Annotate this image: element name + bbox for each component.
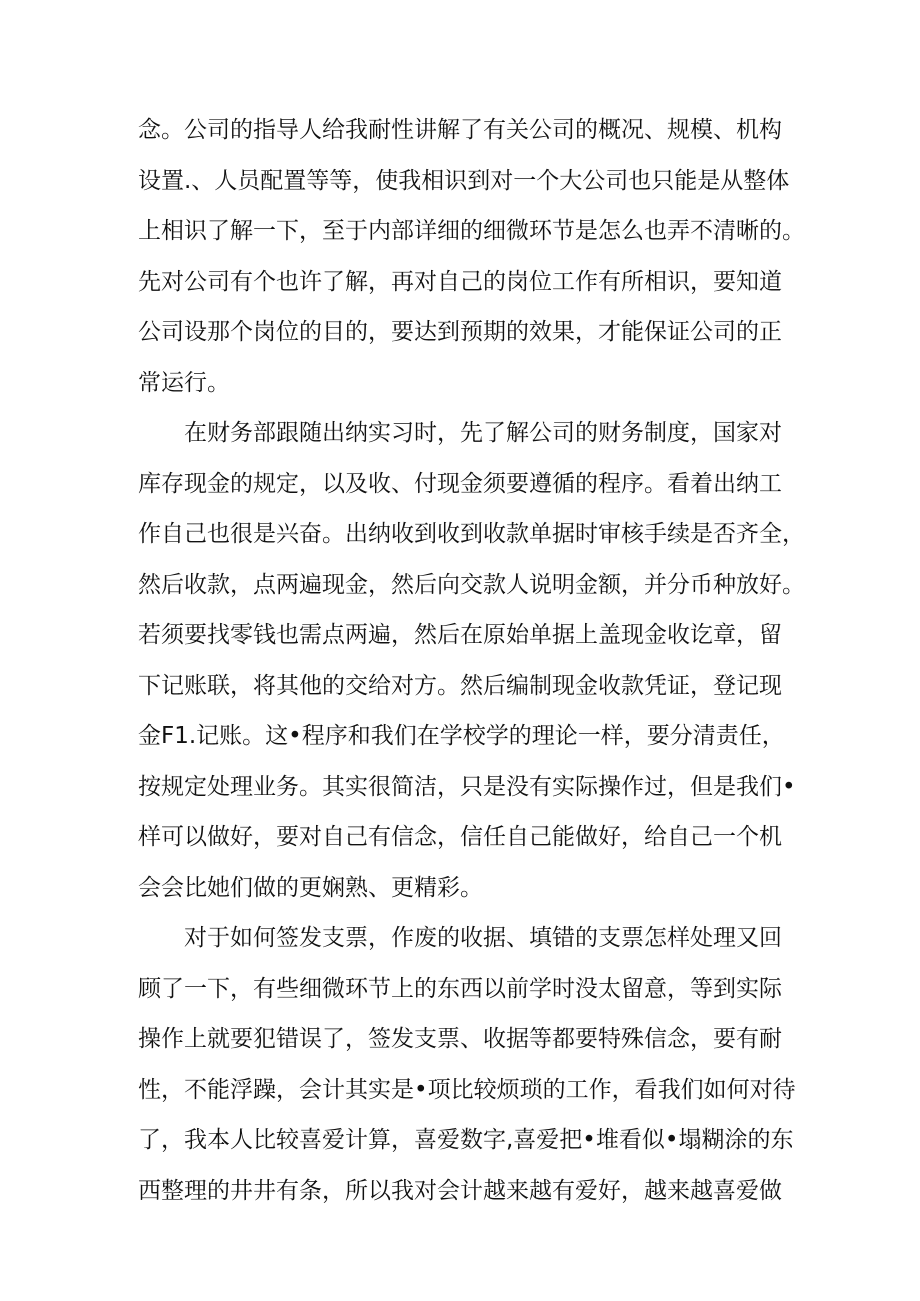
text-line: 对于如何签发支票，作废的收据、填错的支票怎样处理又回 (138, 925, 782, 951)
text-line: 会会比她们做的更娴熟、更精彩。 (138, 874, 483, 901)
text-line: 公司设那个岗位的目的，要达到预期的效果，才能保证公司的正 (138, 319, 782, 345)
text-line: 常运行。 (138, 369, 230, 396)
text-line: 下记账联，将其他的交给对方。然后编制现金收款凭证，登记现 (138, 672, 782, 699)
body-text (138, 108, 805, 1219)
text-line: 若须要找零钱也需点两遍，然后在原始单据上盖现金收讫章，留 (138, 622, 782, 648)
text-line: 性，不能浮躁，会计其实是•项比较烦琐的工作，看我们如何对待 (138, 1076, 796, 1103)
text-line: 西整理的井井有条，所以我对会计越来越有爱好，越来越喜爱做 (138, 1177, 782, 1204)
text-line: 念。公司的指导人给我耐性讲解了有关公司的概况、规模、机构 (138, 117, 782, 143)
text-line: 按规定处理业务。其实很简洁，只是没有实际操作过，但是我们• (138, 773, 796, 800)
text-line: 设置.、人员配置等等，使我相识到对一个大公司也只能是从整体 (138, 167, 790, 194)
text-line: 样可以做好，要对自己有信念，信任自己能做好，给自己一个机 (138, 824, 782, 850)
text-line: 库存现金的规定，以及收、付现金须要遵循的程序。看着出纳工 (138, 470, 782, 497)
text-line: 先对公司有个也许了解，再对自己的岗位工作有所相识，要知道 (138, 268, 782, 295)
text-line: 金F1.记账。这•程序和我们在学校学的理论一样，要分清责任， (138, 723, 785, 749)
text-line: 然后收款，点两遍现金，然后向交款人说明金额，并分币种放好。 (138, 571, 805, 598)
text-line: 了，我本人比较喜爱计算，喜爱数字,喜爱把•堆看似•塌糊涂的东 (138, 1127, 794, 1153)
text-line: 作自己也很是兴奋。出纳收到收到收款单据时审核手续是否齐全， (138, 521, 805, 547)
text-line: 上相识了解一下，至于内部详细的细微环节是怎么也弄不清晰的。 (138, 218, 805, 244)
text-line: 操作上就要犯错误了，签发支票、收据等都要特殊信念，要有耐 (138, 1026, 782, 1052)
text-line: 在财务部跟随出纳实习时，先了解公司的财务制度，国家对 (138, 420, 782, 446)
text-line: 顾了一下，有些细微环节上的东西以前学时没太留意，等到实际 (138, 975, 782, 1002)
